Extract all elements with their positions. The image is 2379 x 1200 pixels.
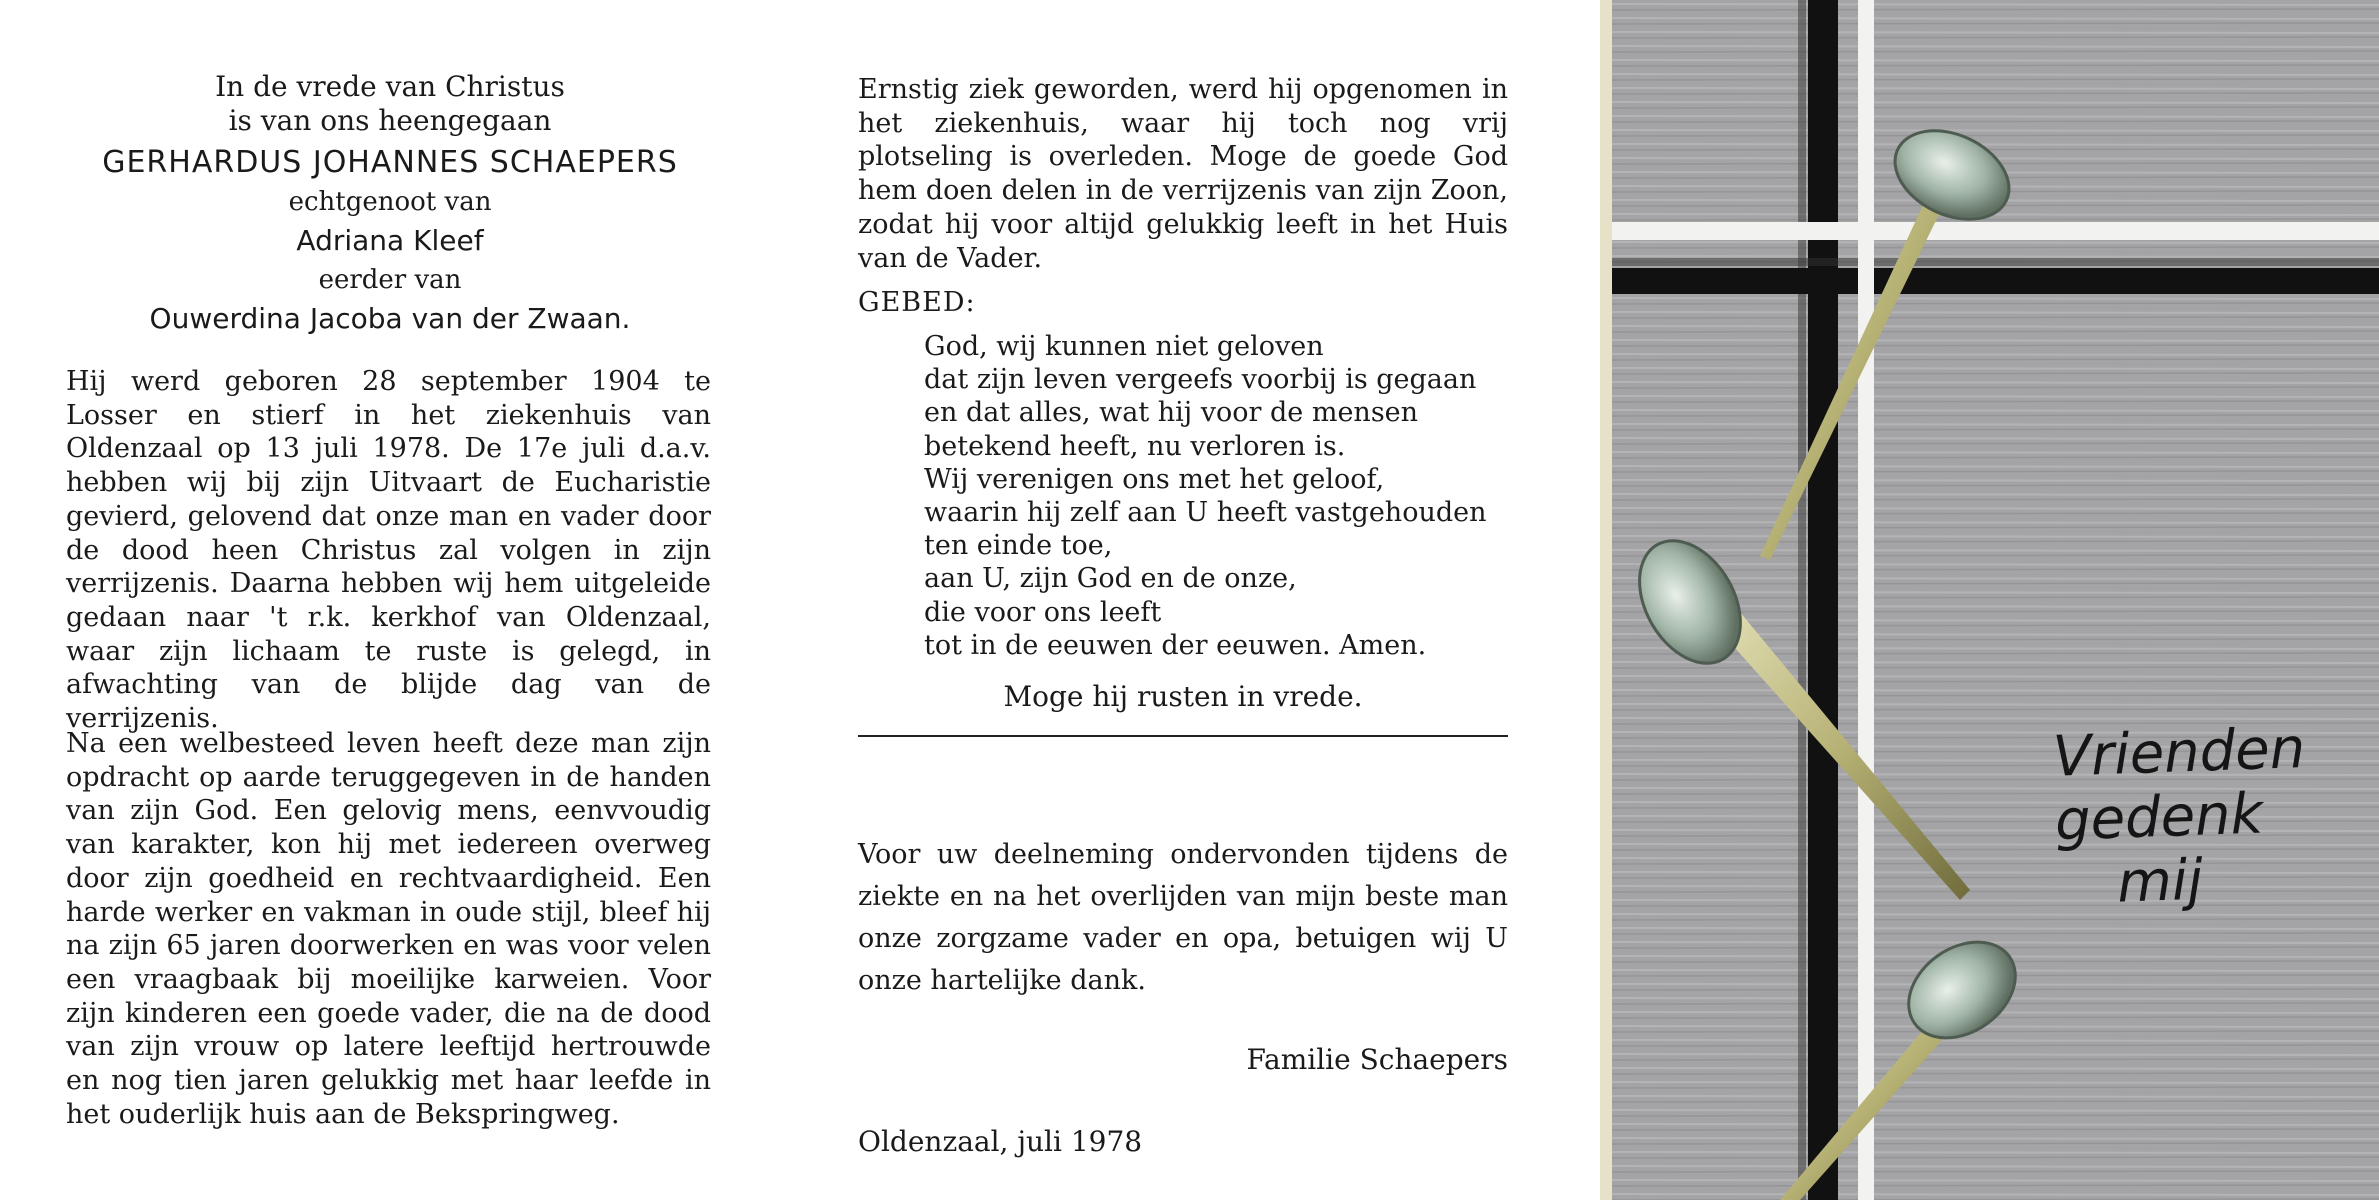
cover-title-line: Vrienden (2051, 716, 2307, 790)
intro-block (60, 70, 720, 342)
prayer-line: tot in de eeuwen der eeuwen. Amen. (924, 629, 1427, 661)
left-panel (0, 0, 800, 1200)
cross-nails-illustration (1600, 0, 2379, 1200)
former-spouse-name: Ouwerdina Jacoba van der Zwaan. (149, 302, 631, 335)
deceased-name: GERHARDUS JOHANNES SCHAEPERS (102, 145, 678, 180)
prayer-line: dat zijn leven vergeefs voorbij is gegaan (924, 364, 1477, 396)
prayer-line: aan U, zijn God en de onze, (924, 563, 1297, 595)
cross-vertical-beam (1808, 0, 1838, 1200)
former-label: eerder van (318, 265, 462, 295)
prayer-line: God, wij kunnen niet geloven (924, 331, 1324, 362)
spouse-label: echtgenoot van (288, 187, 492, 217)
illness-paragraph: Ernstig ziek geworden, werd hij opgenomen in het ziekenhuis, waar hij toch nog vrij plotseling is overleden. Moge de goede God hem doen delen in de verrijzenis van zijn Zoon, zodat hij voor altijd gelukkig leeft in het Huis van de Vader. (858, 74, 1508, 274)
prayer-line: waarin hij zelf aan U heeft vastgehouden (924, 497, 1487, 529)
cover-title (2052, 714, 2379, 917)
prayer-line: die voor ons leeft (924, 596, 1162, 628)
place-date: Oldenzaal, juli 1978 (858, 1125, 1143, 1158)
cover-panel (1600, 0, 2379, 1200)
prayer-line: Wij verenigen ons met het geloof, (924, 463, 1385, 495)
cross-horizontal-highlight (1612, 222, 2379, 240)
prayer-text (924, 330, 1524, 662)
cross-vertical-highlight (1858, 0, 1874, 1200)
left-edge (1600, 0, 1612, 1200)
intro-line-2: is van ons heengegaan (228, 104, 552, 137)
prayer-heading: GEBED: (858, 287, 976, 318)
prayer-line: betekend heeft, nu verloren is. (924, 430, 1346, 462)
rest-in-peace-line: Moge hij rusten in vrede. (1003, 680, 1363, 713)
cover-title-line: mij (2116, 847, 2205, 916)
biography-paragraph-2: Na een welbesteed leven heeft deze man zijn opdracht op aarde teruggegeven in de handen van zijn God. Een gelovig mens, eenvvoudig van karakter, kon hij met iedereen overweg door zijn goedheid en rechtvaardigheid. Een harde werker en vakman in oude stijl, bleef hij na zijn 65 jaren doorwerken en was voor velen een vraagbaak bij moeilijke karweien. Voor zijn kinderen een goede vader, die na de dood van zijn vrouw op latere leeftijd hertrouwde en nog tien jaren gelukkig met haar leefde in het ouderlijk huis aan de Bekspringweg. (66, 728, 711, 1130)
biography-paragraph-1: Hij werd geboren 28 september 1904 te Losser en stierf in het ziekenhuis van Oldenzaal op 13 juli 1978. De 17e juli d.a.v. hebben wij bij zijn Uitvaart de Eucharistie gevierd, gelovend dat onze man en vader door de dood heen Christus zal volgen in zijn verrijzenis. Daarna hebben wij hem uitgeleide gedaan naar 't r.k. kerkhof van Oldenzaal, waar zijn lichaam te ruste is gelegd, in afwachting van de blijde dag van de verrijzenis. (66, 366, 711, 735)
cross-horizontal-beam (1612, 268, 2379, 294)
prayer-line: en dat alles, wat hij voor de mensen (924, 397, 1419, 429)
divider (858, 735, 1508, 737)
intro-line-1: In de vrede van Christus (215, 70, 565, 103)
prayer-line: ten einde toe, (924, 530, 1113, 562)
spouse-name: Adriana Kleef (296, 224, 484, 257)
cover-title-line: gedenk (2053, 781, 2265, 854)
signature: Familie Schaepers (1246, 1043, 1508, 1076)
thanks-paragraph: Voor uw deelneming ondervonden tijdens de ziekte en na het overlijden van mijn beste man onze zorgzame vader en opa, betuigen wij U onze hartelijke dank. (858, 839, 1508, 996)
